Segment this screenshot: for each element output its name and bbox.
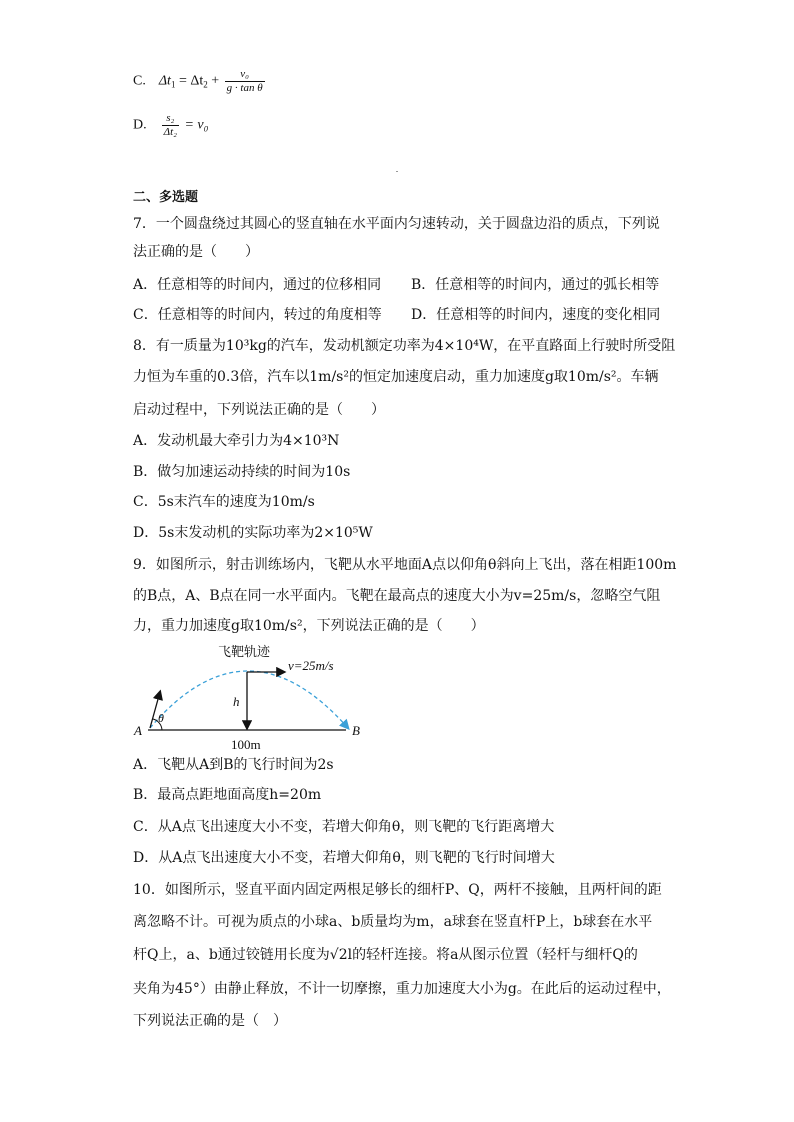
fraction-denominator: g · tan θ — [226, 82, 263, 94]
trajectory-label: 飞靶轨迹 — [218, 644, 271, 659]
fraction-s2-over-dt2 — [162, 112, 179, 139]
q7-option-b: B．任意相等的时间内，通过的弧长相等 — [411, 277, 660, 293]
q8-stem-line1: 8．有一质量为10³kg的汽车，发动机额定功率为4×10⁴W，在平直路面上行驶时所受阻 — [133, 338, 676, 354]
q10-stem-line2: 离忽略不计。可视为质点的小球a、b质量均为m，a球套在竖直杆P上，b球套在水平 — [133, 914, 653, 930]
q8-stem-line3: 启动过程中，下列说法正确的是（ ） — [133, 402, 385, 418]
delta-t2-sub: 2 — [203, 79, 208, 90]
option-d-label: D. — [133, 117, 147, 133]
fraction-denominator: Δt₂ — [163, 126, 177, 138]
q8-option-a: A．发动机最大牵引力为4×10³N — [133, 433, 340, 449]
point-a-label: A — [134, 723, 142, 738]
plus-sign: + — [211, 73, 220, 89]
option-c-label: C. — [133, 73, 146, 89]
angle-label: θ — [158, 711, 164, 725]
q9-option-c: C．从A点飞出速度大小不变，若增大仰角θ，则飞靶的飞行距离增大 — [133, 819, 555, 835]
q7-option-c: C．任意相等的时间内，转过的角度相等 — [133, 307, 382, 323]
q8-option-b: B．做匀加速运动持续的时间为10s — [133, 464, 351, 480]
section-title: 二、多选题 — [133, 190, 199, 205]
delta-t1-sub: 1 — [170, 79, 176, 90]
equals-delta-t2: = Δt — [178, 73, 204, 89]
q9-option-a: A．飞靶从A到B的飞行时间为2s — [133, 757, 334, 773]
distance-label: 100m — [231, 737, 261, 752]
q9-stem-line3: 力，重力加速度g取10m/s²，下列说法正确的是（ ） — [133, 618, 485, 634]
q7-stem-line2: 法正确的是（ ） — [133, 244, 259, 260]
projectile-figure — [130, 642, 380, 752]
q10-stem-line3: 杆Q上，a、b通过铰链用长度为√2l的轻杆连接。将a从图示位置（轻杆与细杆Q的 — [133, 947, 638, 963]
q10-stem-line1: 10．如图所示，竖直平面内固定两根足够长的细杆P、Q，两杆不接触，且两杆间的距 — [133, 882, 662, 898]
q8-option-d: D．5s末发动机的实际功率为2×10⁵W — [133, 525, 373, 541]
q6-option-d — [133, 112, 209, 139]
trajectory-curve — [150, 671, 348, 728]
fraction-numerator: v₀ — [240, 68, 249, 80]
q7-option-d: D．任意相等的时间内，速度的变化相同 — [411, 307, 661, 323]
delta-t1: Δt — [158, 73, 171, 89]
q9-option-d: D．从A点飞出速度大小不变，若增大仰角θ，则飞靶的飞行时间增大 — [133, 850, 555, 866]
q8-option-c: C．5s末汽车的速度为10m/s — [133, 494, 315, 510]
page-dot — [396, 171, 398, 172]
q7-stem-line1: 7．一个圆盘绕过其圆心的竖直轴在水平面内匀速转动，关于圆盘边沿的质点，下列说 — [133, 216, 660, 232]
point-b-label: B — [352, 723, 360, 738]
q7-option-a: A．任意相等的时间内，通过的位移相同 — [133, 277, 382, 293]
q9-stem-line1: 9．如图所示，射击训练场内，飞靶从水平地面A点以仰角θ斜向上飞出，落在相距100m — [133, 557, 677, 573]
equals-v0: = v₀ — [184, 117, 209, 133]
q6-option-c — [133, 68, 267, 95]
height-label: h — [233, 694, 240, 709]
fraction-v0-over-gtan — [225, 68, 265, 95]
q10-stem-line4: 夹角为45°）由静止释放，不计一切摩擦，重力加速度大小为g。在此后的运动过程中， — [133, 981, 671, 997]
fraction-numerator: s₂ — [166, 112, 175, 124]
q10-stem-line5: 下列说法正确的是（ ） — [133, 1013, 287, 1029]
velocity-label: v=25m/s — [288, 658, 334, 673]
q9-stem-line2: 的B点，A、B点在同一水平面内。飞靶在最高点的速度大小为v=25m/s，忽略空气阻 — [133, 588, 661, 604]
q9-option-b: B．最高点距地面高度h=20m — [133, 787, 322, 803]
q8-stem-line2: 力恒为车重的0.3倍，汽车以1m/s²的恒定加速度启动，重力加速度g取10m/s²。车辆 — [133, 369, 659, 385]
